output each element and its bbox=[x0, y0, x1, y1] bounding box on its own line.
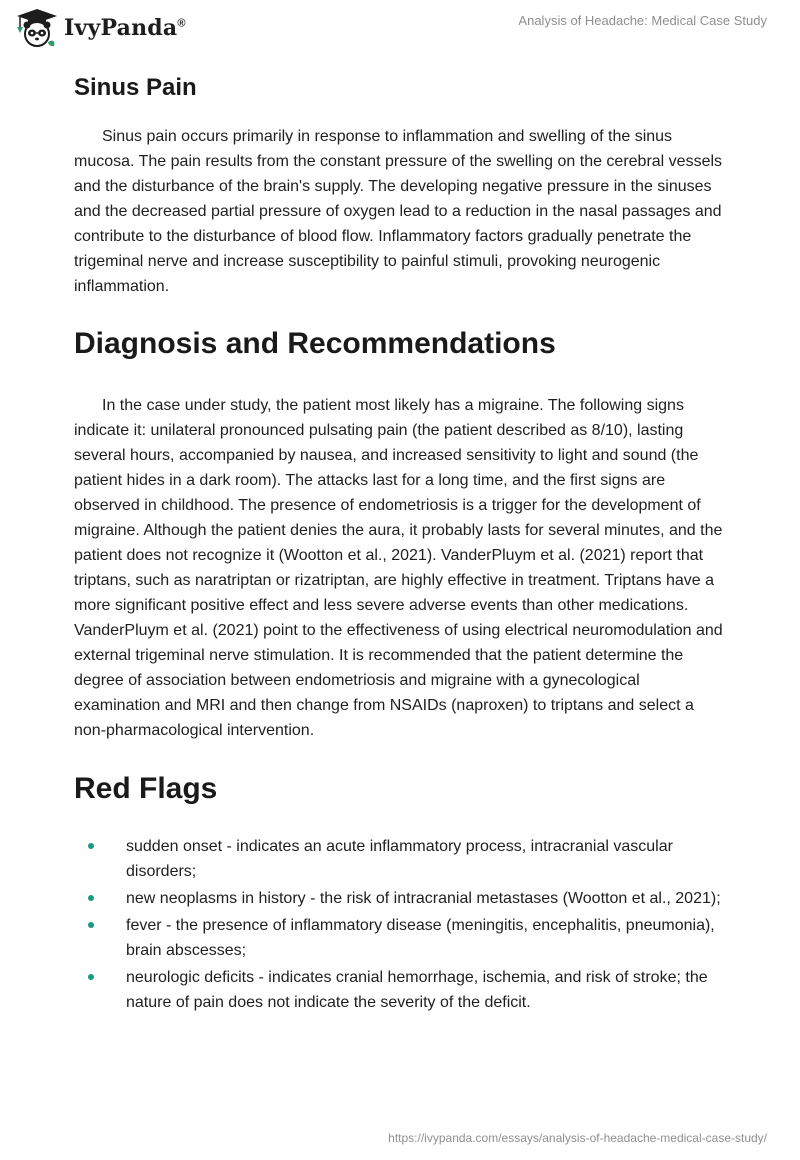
registered-mark: ® bbox=[177, 17, 186, 30]
bullet-icon bbox=[88, 974, 94, 980]
list-item bbox=[74, 913, 726, 963]
list-item-text: fever - the presence of inflammatory disease (meningitis, encephalitis, pneumonia), brain abscesses; bbox=[126, 917, 715, 959]
section-heading-diagnosis: Diagnosis and Recommendations bbox=[74, 327, 556, 360]
logo-name: IvyPanda bbox=[64, 15, 178, 41]
red-flags-list bbox=[74, 834, 726, 1015]
logo-wordmark bbox=[64, 15, 186, 41]
bullet-icon bbox=[88, 895, 94, 901]
list-item-text: sudden onset - indicates an acute inflammatory process, intracranial vascular disorders; bbox=[126, 838, 673, 880]
list-item-text: neurologic deficits - indicates cranial hemorrhage, ischemia, and risk of stroke; the nature of pain does not indicate the severity of the deficit. bbox=[126, 969, 708, 1011]
list-item bbox=[74, 834, 726, 884]
section-paragraph-sinus-pain: Sinus pain occurs primarily in response to inflammation and swelling of the sinus mucosa. The pain results from the constant pressure of the swelling on the cerebral vessels and the disturbance of the brain's supply. The developing negative pressure in the sinuses and the decreased partial pressure of oxygen lead to a reduction in the nasal passages and contribute to the disturbance of blood flow. Inflammatory factors gradually penetrate the trigeminal nerve and increase susceptibility to painful stimuli, provoking neurogenic inflammation. bbox=[74, 128, 723, 295]
list-item bbox=[74, 965, 726, 1015]
source-url[interactable]: https://ivypanda.com/essays/analysis-of-headache-medical-case-study/ bbox=[388, 1131, 767, 1145]
section-heading-sinus-pain: Sinus Pain bbox=[74, 74, 197, 101]
list-item-text: new neoplasms in history - the risk of intracranial metastases (Wootton et al., 2021); bbox=[126, 890, 721, 907]
list-item bbox=[74, 886, 726, 911]
document-title: Analysis of Headache: Medical Case Study bbox=[518, 13, 767, 28]
panda-mascot-icon bbox=[14, 8, 60, 48]
section-heading-red-flags: Red Flags bbox=[74, 772, 218, 805]
page-header bbox=[0, 0, 800, 60]
ivypanda-logo[interactable] bbox=[14, 8, 186, 48]
bullet-icon bbox=[88, 922, 94, 928]
essay-content bbox=[74, 70, 726, 1017]
bullet-icon bbox=[88, 843, 94, 849]
section-paragraph-diagnosis: In the case under study, the patient most likely has a migraine. The following signs indicate it: unilateral pronounced pulsating pain (the patient described as 8/10), lasting several hours, accompanied by nausea, and increased sensitivity to light and sound (the patient hides in a dark room). The attacks last for a long time, and the first signs are observed in childhood. The presence of endometriosis is a trigger for the development of migraine. Although the patient denies the aura, it probably lasts for several minutes, and the patient does not recognize it (Wootton et al., 2021). VanderPluym et al. (2021) report that triptans, such as naratriptan or rizatriptan, are highly effective in treatment. Triptans have a more significant positive effect and less severe adverse events than other medications. VanderPluym et al. (2021) point to the effectiveness of using electrical neuromodulation and external trigeminal nerve stimulation. It is recommended that the patient determine the degree of association between endometriosis and migraine with a gynecological examination and MRI and then change from NSAIDs (naproxen) to triptans and select a non-pharmacological intervention. bbox=[74, 397, 723, 739]
